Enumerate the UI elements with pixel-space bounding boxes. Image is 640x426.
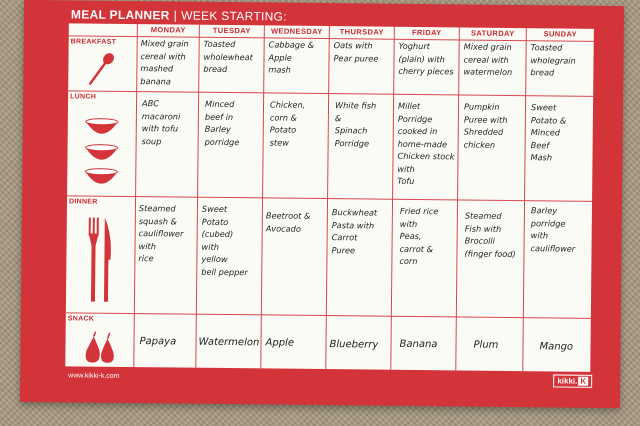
dinner-saturday: Steamed Fish with Brocolli (finger food)	[464, 210, 516, 259]
snack-thursday: Blueberry	[329, 339, 379, 351]
planner-grid	[65, 23, 594, 371]
snack-wednesday: Apple	[265, 337, 295, 349]
breakfast-tuesday: Toasted wholewheat bread	[203, 38, 253, 74]
day-header-wednesday: WEDNESDAY	[270, 26, 323, 36]
spoon-icon	[86, 52, 116, 88]
grid-line	[66, 312, 591, 318]
week-starting-label: WEEK STARTING:	[181, 8, 287, 24]
dinner-tuesday: Sweet Potato (cubed) with yellow bell pepper	[201, 203, 248, 277]
day-header-saturday: SATURDAY	[470, 28, 515, 39]
lunch-monday: ABC macaroni with tofu soup	[141, 98, 181, 146]
row-label-dinner: DINNER	[68, 198, 98, 206]
fork-knife-icon	[84, 216, 117, 306]
dinner-sunday: Barley porridge with cauliflower	[530, 205, 576, 254]
row-label-snack: SNACK	[67, 315, 95, 323]
dinner-wednesday: Beetroot & Avocado	[265, 210, 311, 234]
breakfast-friday: Yoghurt (plain) with cherry pieces	[398, 40, 454, 77]
lunch-sunday: Sweet Potato & Minced Beef Mash	[530, 102, 567, 163]
breakfast-sunday: Toasted wholegrain bread	[530, 42, 576, 78]
title-separator: |	[173, 8, 178, 23]
breakfast-monday: Mixed grain cereal with mashed banana	[140, 38, 189, 86]
planner-title-text: MEAL PLANNER	[70, 7, 170, 23]
lunch-friday: Millet Porridge cooked in home-made Chicken stock with Tofu	[397, 100, 455, 186]
bowls-icon	[81, 115, 122, 190]
pear-icon	[83, 329, 119, 365]
lunch-wednesday: Chicken, corn & Potato stew	[269, 99, 306, 148]
lunch-thursday: White fish & Spinach Porridge	[334, 100, 377, 148]
dinner-thursday: Buckwheat Pasta with Carrot Puree	[331, 207, 378, 255]
snack-friday: Banana	[399, 338, 438, 351]
row-label-lunch: LUNCH	[70, 93, 97, 101]
day-header-thursday: THURSDAY	[339, 27, 384, 37]
day-header-monday: MONDAY	[150, 25, 186, 35]
brand-logo	[553, 374, 592, 387]
day-header-friday: FRIDAY	[411, 27, 442, 38]
lunch-tuesday: Minced beef in Barley porridge	[204, 98, 240, 147]
dinner-friday: Fried rice with Peas, carrot & corn	[399, 205, 439, 267]
grid-line	[68, 90, 593, 96]
day-header-sunday: SUNDAY	[543, 29, 578, 39]
meal-planner-sheet	[20, 0, 624, 408]
brand-name: kikki.	[557, 376, 578, 386]
grid-line	[67, 195, 592, 201]
lunch-saturday: Pumpkin Puree with Shredded chicken	[463, 101, 508, 150]
day-header-tuesday: TUESDAY	[212, 25, 251, 36]
snack-monday: Papaya	[139, 336, 177, 348]
dinner-monday: Steamed squash & cauliflower with rice	[138, 203, 184, 264]
breakfast-thursday: Oats with Pear puree	[333, 40, 379, 64]
snack-tuesday: Watermelon	[198, 336, 260, 349]
footer-url: www.kikki-k.com	[68, 372, 120, 380]
breakfast-saturday: Mixed grain cereal with watermelon	[463, 41, 513, 77]
planner-title	[71, 7, 287, 23]
snack-saturday: Plum	[473, 339, 499, 351]
breakfast-wednesday: Cabbage & Apple mash	[268, 39, 315, 75]
snack-sunday: Mango	[539, 341, 574, 353]
row-label-breakfast: BREAKFAST	[70, 38, 117, 46]
brand-k-mark: K	[580, 376, 587, 386]
